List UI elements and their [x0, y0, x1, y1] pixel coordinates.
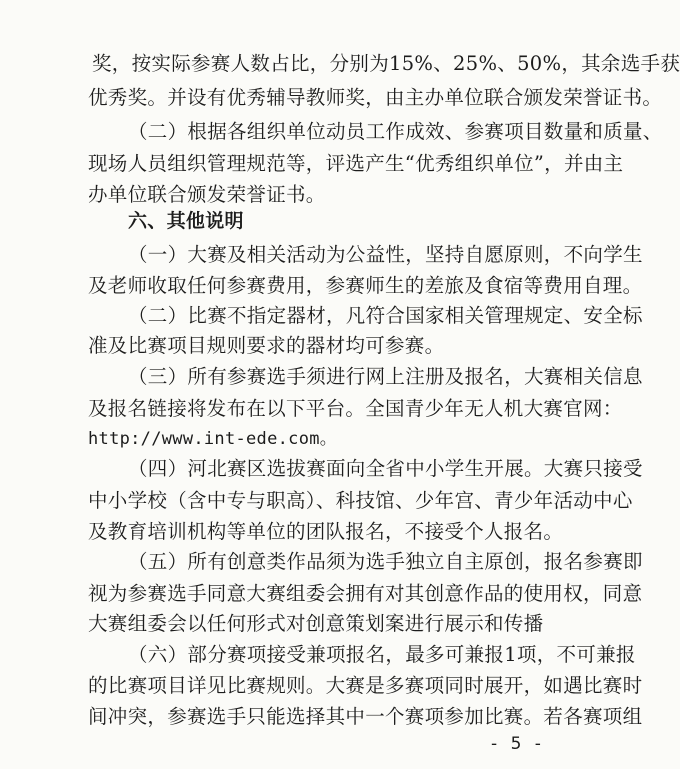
text-line: 的比赛项目详见比赛规则。大赛是多赛项同时展开，如遇比赛时 [88, 674, 643, 697]
text-line: 大赛组委会以任何形式对创意策划案进行展示和传播 [88, 612, 544, 635]
paragraph-start-line: （三）所有参赛选手须进行网上注册及报名，大赛相关信息 [128, 365, 643, 388]
text-line: 优秀奖。并设有优秀辅导教师奖，由主办单位联合颁发荣誉证书。 [88, 86, 663, 109]
paragraph-start-line: （二）根据各组织单位动员工作成效、参赛项目数量和质量、 [128, 120, 663, 143]
website-url: http://www.int-ede.com。 [88, 429, 338, 449]
paragraph-start-line: （二）比赛不指定器材，凡符合国家相关管理规定、安全标 [128, 304, 643, 327]
text-line: 视为参赛选手同意大赛组委会拥有对其创意作品的使用权，同意 [88, 582, 643, 605]
text-line: 及老师收取任何参赛费用，参赛师生的差旅及食宿等费用自理。 [88, 274, 643, 297]
paragraph-start-line: （四）河北赛区选拔赛面向全省中小学生开展。大赛只接受 [128, 457, 643, 480]
text-line: 中小学校（含中专与职高）、科技馆、少年宫、青少年活动中心 [88, 489, 633, 512]
text-line: 间冲突，参赛选手只能选择其中一个赛项参加比赛。若各赛项组 [88, 705, 643, 728]
text-line: 办单位联合颁发荣誉证书。 [88, 183, 326, 206]
text-line: 准及比赛项目规则要求的器材均可参赛。 [88, 334, 445, 357]
text-line: 现场人员组织管理规范等，评选产生“优秀组织单位”，并由主 [88, 152, 624, 175]
paragraph-start-line: （六）部分赛项接受兼项报名，最多可兼报1项，不可兼报 [128, 643, 636, 666]
section-heading: 六、其他说明 [128, 210, 244, 232]
paragraph-start-line: （一）大赛及相关活动为公益性，坚持自愿原则，不向学生 [128, 243, 643, 266]
text-line: 奖，按实际参赛人数占比，分别为15%、25%、50%，其余选手获 [92, 52, 680, 75]
paragraph-start-line: （五）所有创意类作品须为选手独立自主原创，报名参赛即 [128, 550, 643, 573]
text-line: 及报名链接将发布在以下平台。全国青少年无人机大赛官网： [88, 397, 623, 420]
text-line: 及教育培训机构等单位的团队报名，不接受个人报名。 [88, 520, 564, 543]
page-number: - 5 - [491, 734, 545, 754]
